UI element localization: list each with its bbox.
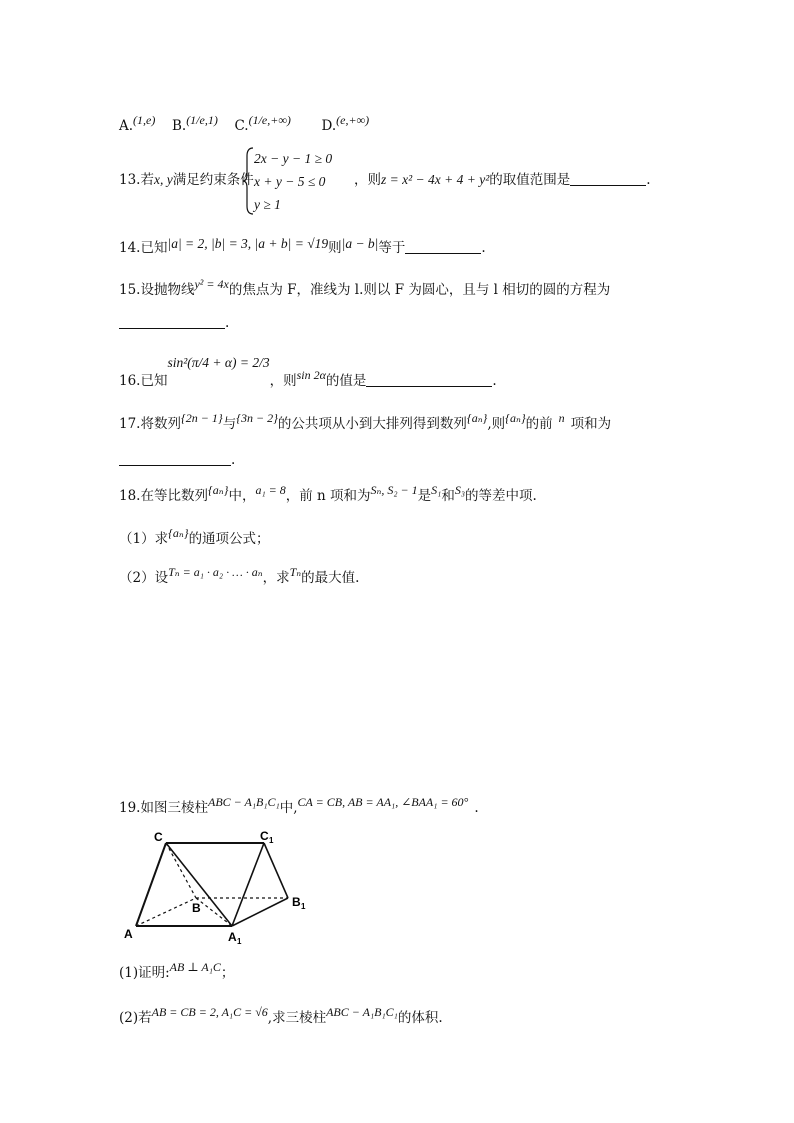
q18-p2-t: Tₙ [289,565,302,579]
q14-ask: |a − b| [341,236,379,251]
constraint-3: y ≥ 1 [254,197,281,212]
q19-prism: ABC − A₁B₁C₁ [207,795,280,809]
q19-t1: 中, [279,800,298,816]
q17-seq1: {2n − 1} [180,411,223,425]
q18-s1: S₁ [431,483,442,497]
q15-expr: y² = 4x [194,277,229,291]
q13-then: ，则 [354,172,381,188]
q17-prefix: 17.将数列 [119,416,181,432]
option-b-value: (1/e,1) [186,113,218,127]
q14-text [119,238,486,258]
edge-C1A1 [232,843,264,926]
q19-p1-end: ； [220,965,235,981]
q14-then: 则 [328,240,342,256]
label-B: B [192,901,201,915]
q15-rest: 的焦点为 F，准线为 l.则以 F 为圆心，且与 l 相切的圆的方程为 [228,282,611,298]
q18-a1: a₁ = 8 [255,483,286,497]
q16-end: . [492,373,497,389]
q14-expr: |a| = 2, |b| = 3, |a + b| = √19 [167,236,329,251]
q17-end: . [231,452,236,468]
label-C1-sub: 1 [269,836,274,845]
option-b-label: B. [171,118,187,134]
q18-text [119,483,537,506]
q18-part2 [119,565,360,588]
q13-mid: 满足约束条件 [172,172,254,188]
answer-blank[interactable] [405,239,481,254]
q19-p1-prefix: (1)证明: [119,965,170,981]
constraint-1: 2x − y − 1 ≥ 0 [254,151,333,166]
q13-suffix: 的取值范围是 [489,172,571,188]
q13-tail [354,170,651,190]
q19-end: . [474,800,479,816]
q15-prefix: 15.设抛物线 [119,282,195,298]
q17-text [119,411,612,434]
q16-text [119,355,497,391]
q18-sn: Sₙ, S₂ − 1 [370,483,418,497]
q19-part1 [119,960,235,983]
q15-end: . [225,315,230,331]
answer-blank[interactable] [570,171,646,186]
option-a-value: (1,e) [133,113,156,127]
prism-figure [120,826,320,950]
q17-n: n [558,411,565,425]
label-B1: B [292,895,301,909]
q15-answer-line [119,313,229,333]
q17-answer-line [119,450,235,470]
q13-prefix: 13.若 [119,172,154,188]
q17-then: ,则 [487,416,506,432]
q18-p2-expr: Tₙ = a₁ · a₂ · … · aₙ [168,565,263,579]
q13-constraint-system [254,147,332,216]
q19-cond: CA = CB, AB = AA₁, ∠BAA₁ = 60° [297,795,469,809]
edge-CB-hidden [166,843,196,898]
q19-p2-prism: ABC − A₁B₁C₁ [326,1005,398,1019]
label-A1: A [228,930,237,944]
q14-prefix: 14.已知 [119,240,168,256]
q19-p2-mid: ,求三棱柱 [267,1010,327,1026]
q13-vars: x, y [153,172,173,187]
q18-p2-mid: ，求 [262,570,290,586]
q18-t1: 中， [228,488,256,504]
q17-mid2: 的前 [525,416,553,432]
label-A: A [124,927,133,941]
q12-options [119,113,370,136]
q18-p2-suffix: 的最大值. [301,570,360,586]
q14-suffix: 等于 [378,240,406,256]
q17-seq3: {aₙ} [466,411,488,425]
q16-suffix: 的值是 [325,373,367,389]
label-A1-sub: 1 [237,937,242,946]
answer-blank[interactable] [366,372,492,387]
constraint-2: x + y − 5 ≤ 0 [254,174,326,189]
option-a-label: A. [119,118,134,134]
q17-seq4: {aₙ} [505,411,526,425]
q18-p1-prefix: （1）求 [119,531,169,547]
q15-text [119,277,611,300]
q17-suffix: 项和为 [570,416,612,432]
q19-p2-expr: AB = CB = 2, A₁C = √6 [151,1005,268,1019]
q17-seq2: {3n − 2} [236,411,278,425]
answer-blank[interactable] [119,314,225,329]
q14-end: . [481,240,486,256]
q16-expr: sin²(π/4 + α) = 2/3 [167,355,270,370]
q16-ask: sin 2α [296,368,326,382]
q16-then: ，则 [269,373,297,389]
q19-p1-expr: AB ⊥ A₁C [169,960,221,974]
q18-t2: ，前 n 项和为 [285,488,371,504]
option-c-label: C. [234,118,249,134]
q19-p2-suffix: 的体积. [397,1010,443,1026]
q17-and: 与 [222,416,237,432]
answer-blank[interactable] [119,451,231,466]
q16-prefix: 16.已知 [119,373,168,389]
edge-CA [136,843,166,926]
q18-prefix: 18.在等比数列 [119,488,208,504]
q19-part2 [119,1005,443,1028]
label-C: C [154,830,163,844]
q18-p2-prefix: （2）设 [119,570,169,586]
q18-t3: 是 [417,488,432,504]
label-B1-sub: 1 [301,902,306,911]
option-c-value: (1/e,+∞) [248,113,291,127]
q19-text [119,795,479,818]
q17-mid: 的公共项从小到大排列得到数列 [277,416,467,432]
q19-prefix: 19.如图三棱柱 [119,800,208,816]
q18-t5: 的等差中项. [465,488,537,504]
option-d-label: D. [321,118,337,134]
label-C1: C [260,829,269,843]
q13-text [119,170,254,190]
q18-p1-seq: {aₙ} [168,526,189,540]
q18-seq: {aₙ} [207,483,229,497]
q18-s3: S₃ [454,483,465,497]
q18-p1-suffix: 的通项公式； [188,531,270,547]
q18-t4: 和 [441,488,455,504]
q13-end: . [646,172,651,188]
q13-expr: z = x² − 4x + 4 + y² [381,172,490,187]
edge-C1B1 [264,843,288,898]
q19-p2-prefix: (2)若 [119,1010,152,1026]
option-d-value: (e,+∞) [336,113,370,127]
q18-part1 [119,526,270,549]
